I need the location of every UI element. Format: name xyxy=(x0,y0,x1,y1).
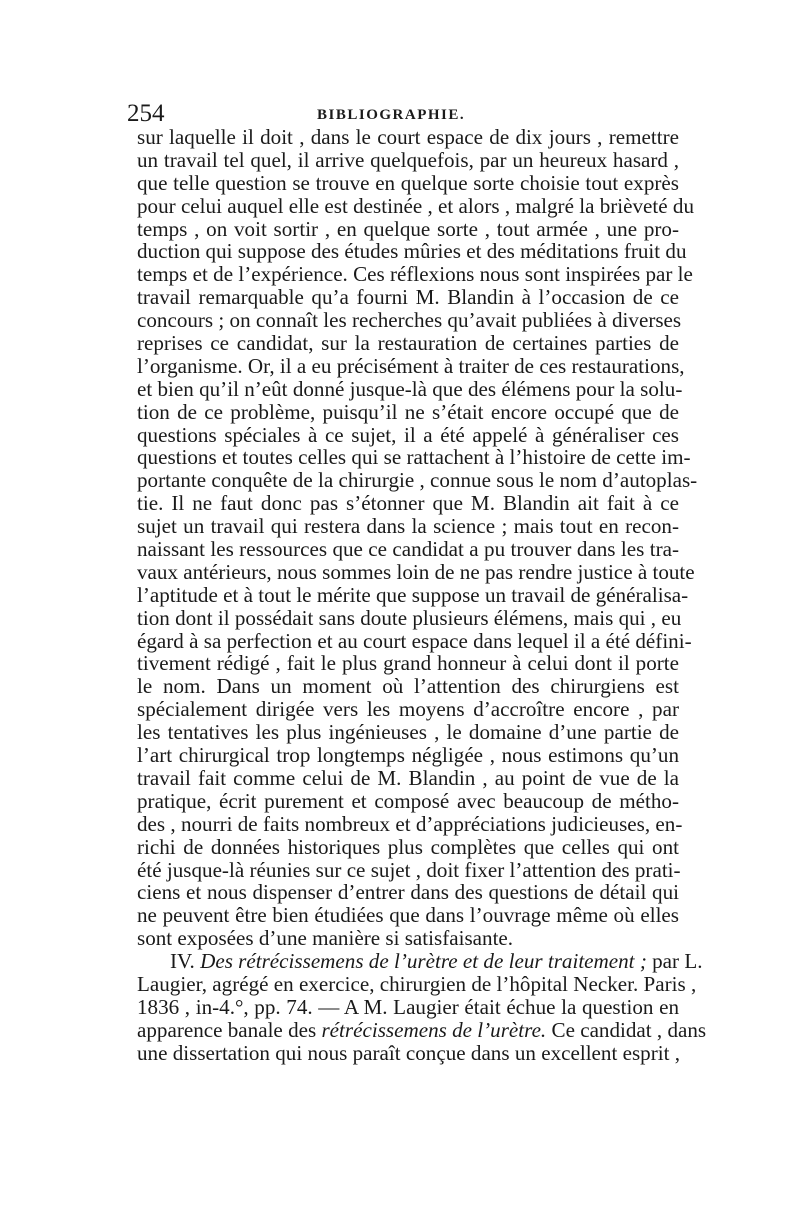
running-head: BIBLIOGRAPHIE. xyxy=(317,107,466,123)
text-line: richi de données historiques plus complètes que celles qui ont xyxy=(137,834,679,859)
text-line: pour celui auquel elle est destinée , et alors , malgré la brièveté du xyxy=(137,193,695,218)
text-line: naissant les ressources que ce candidat a pu trouver dans les tra- xyxy=(137,537,679,562)
text-line: sujet un travail qui restera dans la science ; mais tout en recon- xyxy=(137,514,679,539)
text-line: ciens et nous dispenser d’entrer dans des questions de détail qui xyxy=(137,880,679,905)
text-line: temps , on voit sortir , en quelque sorte , tout armée , une pro- xyxy=(137,216,679,241)
text-line: questions spéciales à ce sujet, il a été appelé à généraliser ces xyxy=(137,422,679,447)
entry-number: IV. xyxy=(170,949,195,974)
text-line xyxy=(137,1017,707,1042)
text-line: questions et toutes celles qui se rattachent à l’histoire de cette im- xyxy=(137,445,691,470)
text-line: l’aptitude et à tout le mérite que suppose un travail de généralisa- xyxy=(137,582,689,607)
text-line: tie. Il ne faut donc pas s’étonner que M. Blandin ait fait à ce xyxy=(137,491,679,516)
text-line: vaux antérieurs, nous sommes loin de ne pas rendre justice à toute xyxy=(137,559,695,584)
text-line: reprises ce candidat, sur la restauration de certaines parties de xyxy=(137,331,679,356)
text-line: concours ; on connaît les recherches qu’avait publiées à diverses xyxy=(137,308,682,333)
entry-title: Des rétrécissemens de l’urètre et de leur traitement ; xyxy=(200,949,647,974)
text-line: sont exposées d’une manière si satisfaisante. xyxy=(137,926,514,951)
text-line: travail remarquable qu’a fourni M. Blandin à l’occasion de ce xyxy=(137,285,679,310)
entry-text: par L. xyxy=(652,949,703,974)
text-line: égard à sa perfection et au court espace dans lequel il a été défini- xyxy=(137,628,692,653)
text-line: portante conquête de la chirurgie , connue sous le nom d’autoplas- xyxy=(137,468,698,493)
text-line: tion dont il possédait sans doute plusieurs élémens, mais qui , eu xyxy=(137,605,682,630)
text-line: une dissertation qui nous paraît conçue dans un excellent esprit , xyxy=(137,1040,681,1065)
text-line: temps et de l’expérience. Ces réflexions nous sont inspirées par le xyxy=(137,262,693,287)
entry-text: apparence banale des xyxy=(137,1017,317,1042)
text-line: 1836 , in-4.°, pp. 74. — A M. Laugier était échue la question en xyxy=(137,994,679,1019)
text-line: Laugier, agrégé en exercice, chirurgien de l’hôpital Necker. Paris , xyxy=(137,971,697,996)
text-line: des , nourri de faits nombreux et d’appréciations judicieuses, en- xyxy=(137,811,683,836)
text-line: et bien qu’il n’eût donné jusque-là que des élémens pour la solu- xyxy=(137,376,683,401)
text-line: été jusque-là réunies sur ce sujet , doit fixer l’attention des prati- xyxy=(137,857,681,882)
text-line: les tentatives les plus ingénieuses , le domaine d’une partie de xyxy=(137,720,679,745)
entry-title-reference: rétrécissemens de l’urètre. xyxy=(321,1017,547,1042)
text-line: tion de ce problème, puisqu’il ne s’était encore occupé que de xyxy=(137,399,679,424)
text-line: que telle question se trouve en quelque sorte choisie tout exprès xyxy=(137,170,679,195)
text-line: travail fait comme celui de M. Blandin , au point de vue de la xyxy=(137,765,679,790)
text-line: spécialement dirigée vers les moyens d’accroître encore , par xyxy=(137,697,679,722)
text-line: l’art chirurgical trop longtemps négligée , nous estimons qu’un xyxy=(137,743,679,768)
text-line: ne peuvent être bien étudiées que dans l’ouvrage même où elles xyxy=(137,903,679,928)
entry-text: Ce candidat , dans xyxy=(551,1017,707,1042)
text-line: sur laquelle il doit , dans le court espace de dix jours , remettre xyxy=(137,125,679,149)
page-number: 254 xyxy=(127,100,165,127)
text-line: duction qui suppose des études mûries et des méditations fruit du xyxy=(137,239,687,264)
text-line: tivement rédigé , fait le plus grand honneur à celui dont il porte xyxy=(137,651,679,676)
text-line: pratique, écrit purement et composé avec beaucoup de métho- xyxy=(137,788,679,813)
text-line: un travail tel quel, il arrive quelquefois, par un heureux hasard , xyxy=(137,147,679,172)
text-line: l’organisme. Or, il a eu précisément à traiter de ces restaurations, xyxy=(137,353,685,378)
body-text xyxy=(137,125,707,1065)
entry-iv-heading xyxy=(137,949,703,974)
text-line: le nom. Dans un moment où l’attention des chirurgiens est xyxy=(137,674,679,699)
